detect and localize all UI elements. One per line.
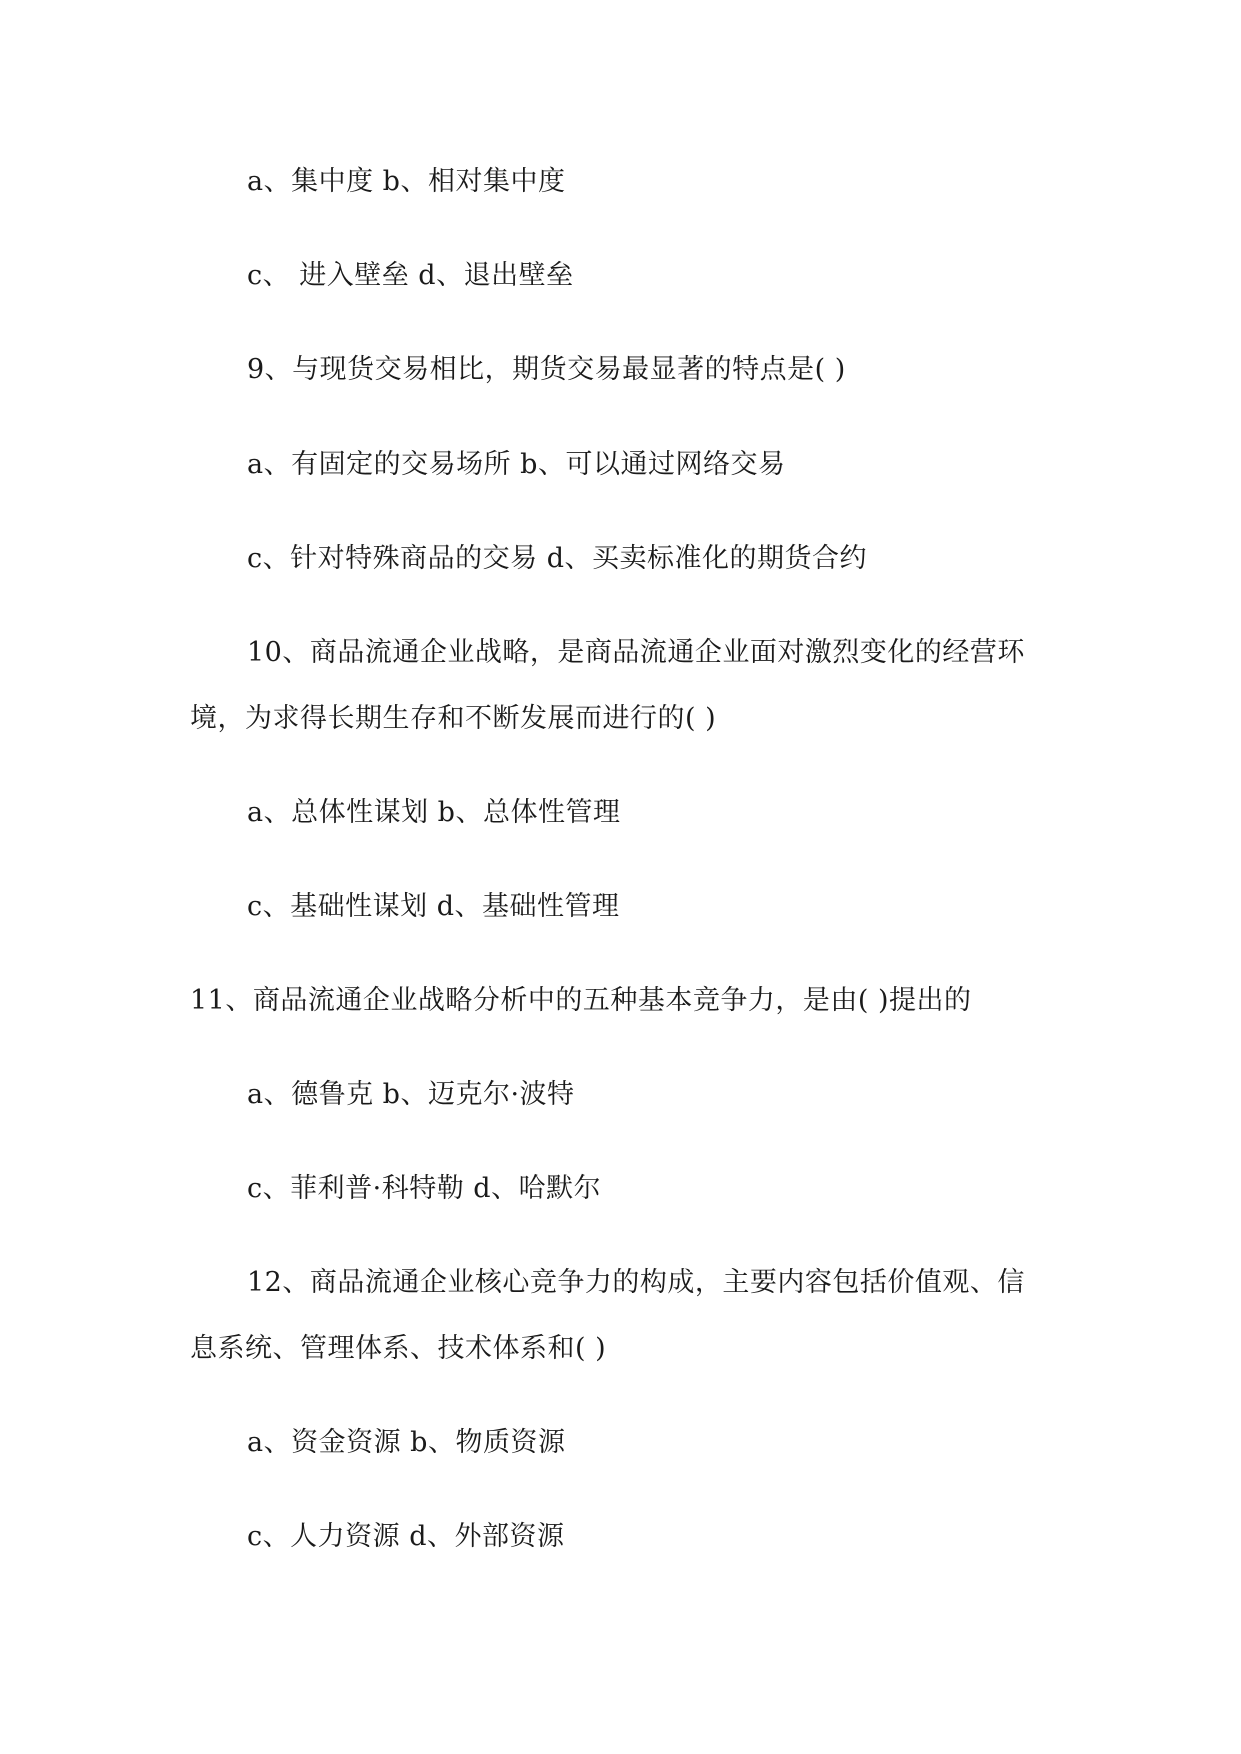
option-line: c、针对特殊商品的交易 d、买卖标准化的期货合约 [247,543,867,574]
option-line: a、有固定的交易场所 b、可以通过网络交易 [247,449,786,480]
question-line: 11、商品流通企业战略分析中的五种基本竞争力，是由( )提出的 [190,985,972,1016]
question-line-continued: 息系统、管理体系、技术体系和( ) [190,1333,607,1364]
question-line-continued: 境，为求得长期生存和不断发展而进行的( ) [190,703,717,734]
question-line: 12、商品流通企业核心竞争力的构成，主要内容包括价值观、信 [247,1267,1025,1298]
option-line: c、人力资源 d、外部资源 [247,1521,565,1552]
option-line: c、 进入壁垒 d、退出壁垒 [247,260,574,291]
option-line: a、集中度 b、相对集中度 [247,166,566,197]
option-line: c、菲利普·科特勒 d、哈默尔 [247,1173,602,1204]
option-line: a、德鲁克 b、迈克尔·波特 [247,1079,575,1110]
question-line: 10、商品流通企业战略，是商品流通企业面对激烈变化的经营环 [247,637,1025,668]
option-line: a、总体性谋划 b、总体性管理 [247,797,621,828]
question-line: 9、与现货交易相比，期货交易最显著的特点是( ) [247,354,846,385]
option-line: c、基础性谋划 d、基础性管理 [247,891,620,922]
option-line: a、资金资源 b、物质资源 [247,1427,566,1458]
